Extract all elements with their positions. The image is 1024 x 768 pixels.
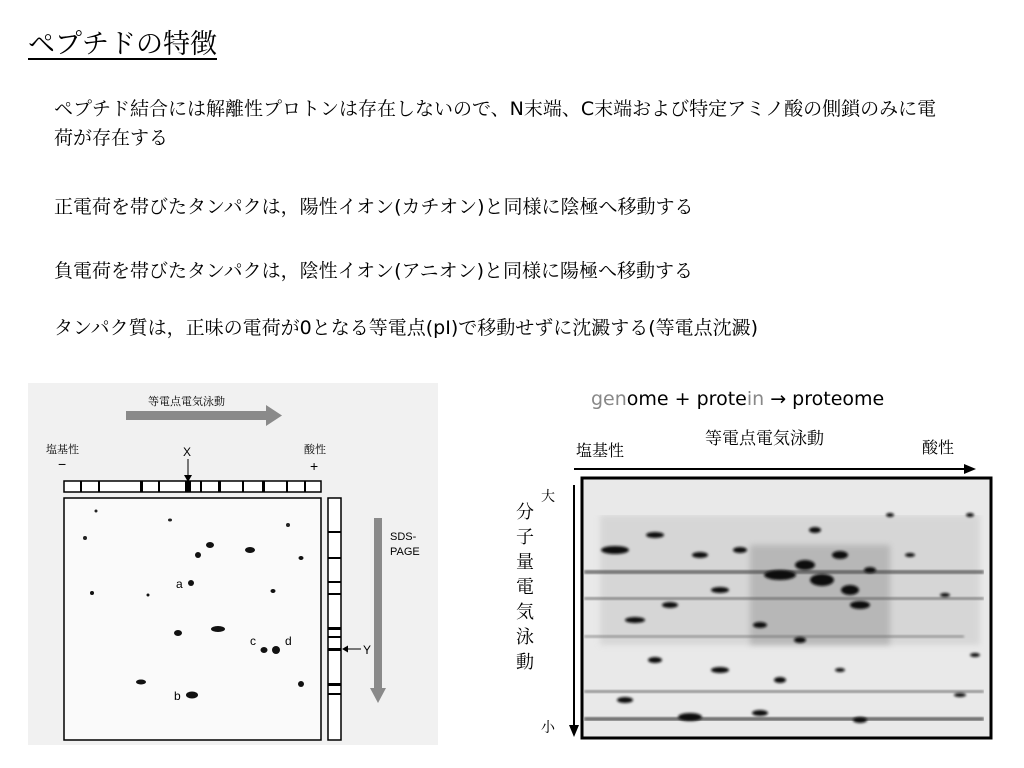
gel-ief-label: 等電点電気泳動 — [705, 429, 824, 449]
x-label: X — [183, 445, 192, 459]
spot-c — [261, 647, 268, 653]
gel-acidic-label: 酸性 — [922, 438, 955, 457]
basic-sign: − — [58, 456, 67, 472]
paragraph-positive-charge: 正電荷を帯びたタンパクは，陽性イオン(カチオン)と同様に陰極へ移動する — [54, 196, 694, 218]
ief-strip — [64, 481, 321, 492]
ief-arrow-head — [266, 405, 282, 426]
y-label: Y — [363, 643, 372, 657]
paragraph-negative-charge: 負電荷を帯びたタンパクは，陰性イオン(アニオン)と同様に陽極へ移動する — [54, 260, 693, 282]
paragraph-isoelectric-point: タンパク質は，正味の電荷が0となる等電点(pI)で移動せずに沈澱する(等電点沈澱) — [54, 317, 759, 339]
ief-arrow-head — [964, 464, 976, 474]
spot-a — [188, 580, 194, 586]
ief-label: 等電点電気泳動 — [148, 396, 225, 408]
small-mw-label: 小 — [541, 720, 555, 736]
spot-d-label: d — [285, 634, 292, 648]
proteome-equation: genome + protein → proteome — [591, 388, 885, 410]
sds-arrow-shaft — [374, 518, 382, 688]
2d-gel-photo — [560, 455, 995, 745]
gel-smears — [584, 515, 984, 721]
large-mw-label: 大 — [541, 489, 555, 505]
sds-label-line1: SDS- — [390, 531, 417, 543]
basic-label: 塩基性 — [46, 444, 79, 456]
ief-arrow-shaft — [126, 411, 266, 420]
gel-basic-label: 塩基性 — [576, 441, 625, 460]
2d-electrophoresis-schematic — [28, 383, 438, 745]
mw-arrow-head — [569, 725, 579, 737]
gel-area — [64, 498, 321, 740]
sds-strip — [328, 498, 341, 740]
spot-d — [272, 646, 280, 654]
spot-a-label: a — [176, 577, 183, 591]
y-arrow-head — [342, 646, 348, 653]
acidic-sign: + — [310, 458, 319, 474]
spot-b — [186, 692, 198, 699]
acidic-label: 酸性 — [304, 444, 326, 456]
molecular-weight-label: 分 子 量 電 気 泳 動 — [516, 502, 534, 673]
paragraph-charge-location: ペプチド結合には解離性プロトンは存在しないので、N末端、C末端および特定アミノ酸の側鎖のみに電荷が存在する — [54, 98, 937, 149]
sds-label-line2: PAGE — [390, 546, 420, 558]
slide-title: ペプチドの特徴 — [28, 29, 217, 60]
spot-b-label: b — [174, 689, 181, 703]
spot-c-label: c — [250, 634, 256, 648]
sds-arrow-head — [370, 688, 386, 703]
